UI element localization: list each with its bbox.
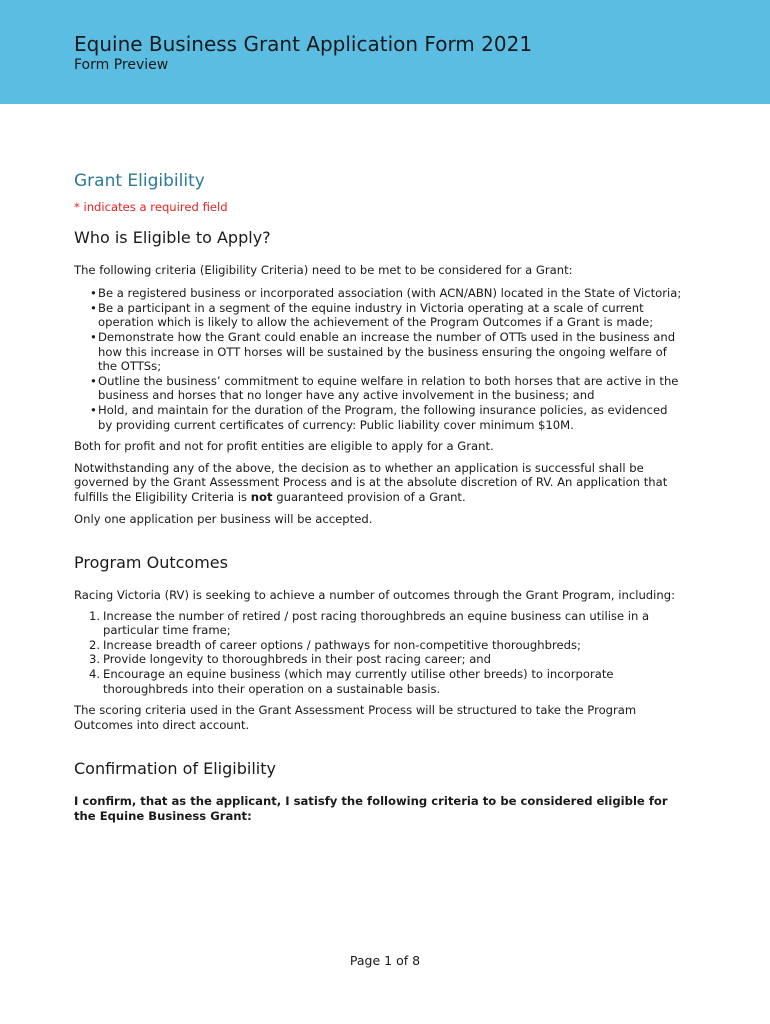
form-subtitle: Form Preview <box>74 57 169 73</box>
scoring-note: The scoring criteria used in the Grant Assessment Process will be structured to take the Program Outcomes into direct account. <box>74 703 637 732</box>
bullet-icon: • <box>90 402 97 417</box>
bullet-icon: • <box>90 300 97 315</box>
list-item: • Demonstrate how the Grant could enable an increase the number of OTTs used in the business and how this increase in OTT horses will be sustained by the business ensuring the ongoing welfare of the OTTSs; <box>90 329 676 374</box>
list-item: 1. Increase the number of retired / post racing thoroughbreds an equine business can utilise in a particular time frame; <box>89 608 650 638</box>
bullet-icon: • <box>90 373 97 388</box>
confirmation-statement: I confirm, that as the applicant, I satisfy the following criteria to be considered eligible for the Equine Business Grant: <box>74 794 668 824</box>
heading-who-is-eligible: Who is Eligible to Apply? <box>74 227 271 247</box>
form-title: Equine Business Grant Application Form 2021 <box>74 32 533 56</box>
heading-confirmation-of-eligibility: Confirmation of Eligibility <box>74 759 276 779</box>
list-item: • Hold, and maintain for the duration of the Program, the following insurance policies, as evidenced by providing current certificates of currency: Public liability cover minimum $10M. <box>90 402 668 432</box>
eligibility-intro: The following criteria (Eligibility Criteria) need to be met to be considered for a Grant: <box>74 262 573 277</box>
heading-program-outcomes: Program Outcomes <box>74 553 228 573</box>
one-application-note: Only one application per business will be accepted. <box>74 511 373 526</box>
bullet-icon: • <box>90 329 97 344</box>
program-outcomes-list <box>89 609 684 697</box>
profit-note: Both for profit and not for profit entities are eligible to apply for a Grant. <box>74 439 494 454</box>
outcomes-intro: Racing Victoria (RV) is seeking to achieve a number of outcomes through the Grant Program, including: <box>74 588 676 603</box>
list-item: • Outline the business’ commitment to equine welfare in relation to both horses that are active in the business and horses that no longer have any active involvement in the business; and <box>90 373 679 403</box>
list-item: • Be a participant in a segment of the equine industry in Victoria operating at a scale of current operation which is likely to allow the achievement of the Program Outcomes if a Grant is made; <box>90 300 654 330</box>
eligibility-criteria-list <box>92 286 684 432</box>
page-number: Page 1 of 8 <box>349 953 421 968</box>
section-title-grant-eligibility: Grant Eligibility <box>74 171 205 191</box>
list-item: • Be a registered business or incorporated association (with ACN/ABN) located in the State of Victoria; <box>90 286 682 301</box>
discretion-note: Notwithstanding any of the above, the decision as to whether an application is successful shall be governed by the Grant Assessment Process and is at the absolute discretion of RV. An application that fulfills the Eligibility Criteria is not guaranteed provision of a Grant. <box>74 460 668 504</box>
emphasis-not: not <box>250 489 273 504</box>
bullet-icon: • <box>90 286 97 301</box>
form-content <box>74 170 684 831</box>
required-field-note: * indicates a required field <box>74 200 228 214</box>
list-item: 2. Increase breadth of career options / pathways for non-competitive thoroughbreds; <box>89 637 581 652</box>
list-item: 4. Encourage an equine business (which may currently utilise other breeds) to incorporate thoroughbreds into their operation on a sustainable basis. <box>89 667 614 696</box>
header-banner <box>0 0 770 104</box>
list-item: 3. Provide longevity to thoroughbreds in their post racing career; and <box>89 652 492 667</box>
